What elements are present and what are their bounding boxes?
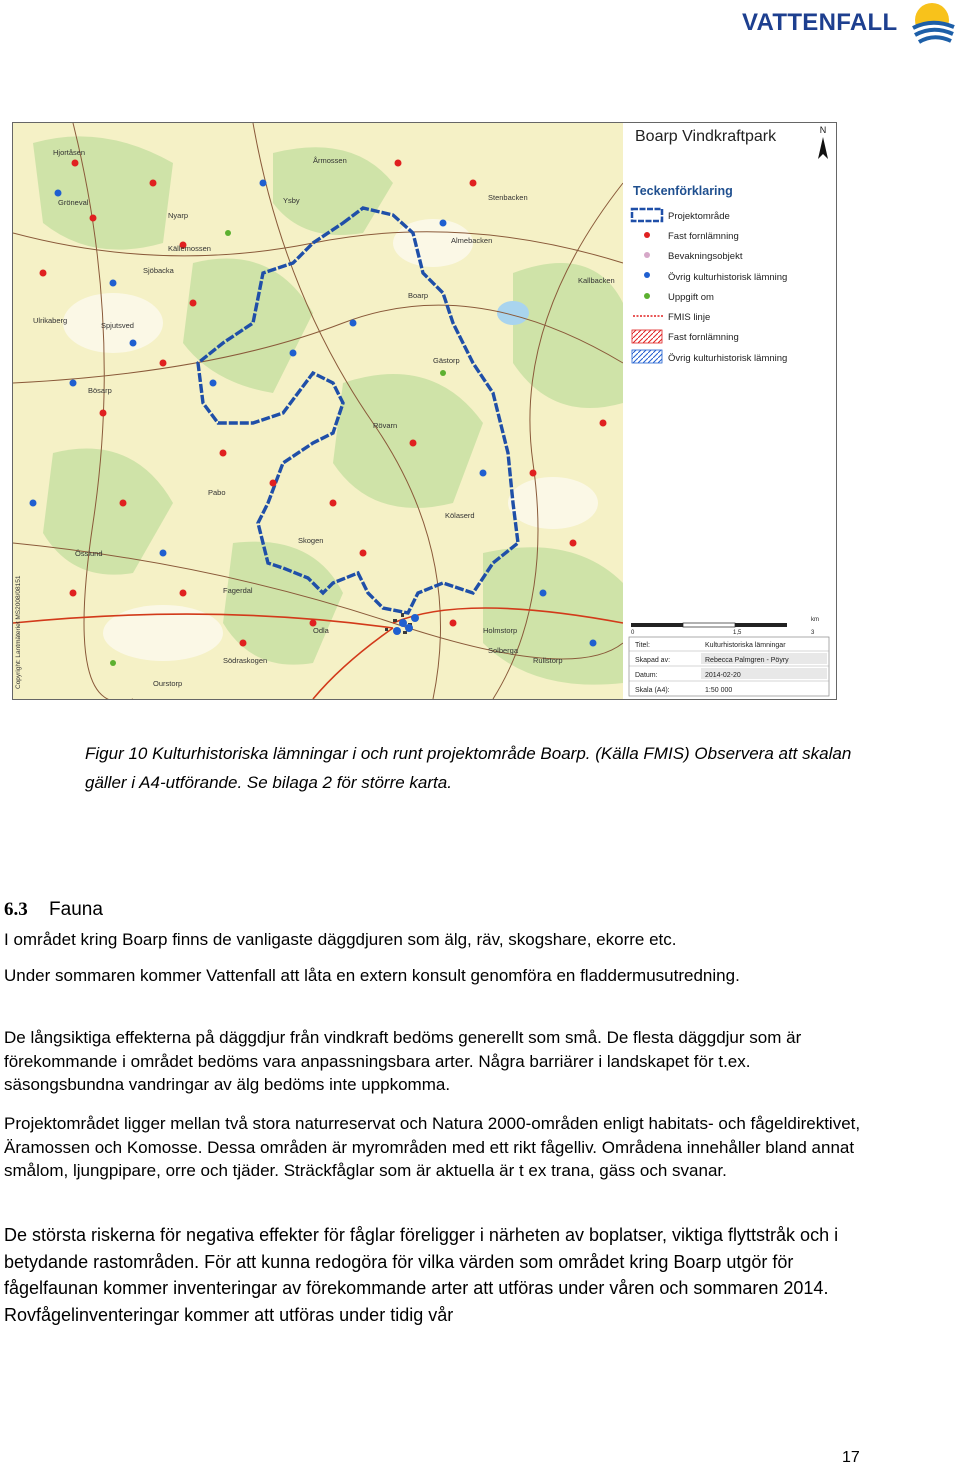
legend-title: Teckenförklaring xyxy=(633,184,733,198)
info-label: Skapad av: xyxy=(635,657,671,664)
vattenfall-sun-icon xyxy=(908,0,958,48)
info-label: Titel: xyxy=(635,642,650,649)
legend-label: Övrig kulturhistorisk lämning xyxy=(668,272,788,283)
blue-hatch-icon xyxy=(632,350,662,363)
blue-dot-icon xyxy=(644,272,650,278)
section-heading xyxy=(4,899,103,921)
place-name: Ysby xyxy=(283,196,300,205)
place-name: Boarp xyxy=(408,291,429,300)
vattenfall-logo xyxy=(740,0,960,50)
legend-label: FMIS linje xyxy=(668,312,711,323)
red-hatch-icon xyxy=(632,330,662,343)
place-name: Ourstorp xyxy=(153,679,183,688)
place-name: Gröneval xyxy=(58,198,89,207)
body-paragraph: Under sommaren kommer Vattenfall att låta en extern konsult genomföra en fladdermusutredning. xyxy=(4,966,740,985)
pink-dot-icon xyxy=(644,252,650,258)
project-map xyxy=(12,122,837,700)
scale-tick: 1,5 xyxy=(733,630,742,636)
scale-tick: 0 xyxy=(631,630,635,636)
scale-tick: 3 xyxy=(811,630,815,636)
map-title: Boarp Vindkraftpark xyxy=(635,128,777,145)
legend-label: Projektområde xyxy=(668,211,730,222)
copyright-text: Copyright: Lantmäteriet MS2008/08151 xyxy=(15,575,22,689)
legend-label: Fast fornlämning xyxy=(668,231,739,242)
place-name: Kölaserd xyxy=(445,511,475,520)
place-name: Spjutsved xyxy=(101,321,134,330)
page-number: 17 xyxy=(842,1449,860,1466)
place-name: Holmstorp xyxy=(483,626,518,635)
place-name: Rövarn xyxy=(373,421,398,430)
scale-unit: km xyxy=(811,617,819,623)
lake xyxy=(497,301,529,325)
place-name: Fagerdal xyxy=(223,586,253,595)
place-name: Nyarp xyxy=(168,211,189,220)
green-dot-icon xyxy=(644,293,650,299)
body-paragraph: I området kring Boarp finns de vanligaste däggdjuren som älg, räv, skogshare, ekorre etc. xyxy=(4,930,677,949)
place-name: Össlund xyxy=(75,549,103,558)
info-label: Skala (A4): xyxy=(635,687,670,694)
info-value: Kulturhistoriska lämningar xyxy=(705,642,786,649)
place-name: Kallbacken xyxy=(578,276,615,285)
info-label: Datum: xyxy=(635,672,658,679)
place-name: Sjöbacka xyxy=(143,266,174,275)
legend-label: Bevakningsobjekt xyxy=(668,251,743,262)
info-value: 1:50 000 xyxy=(705,687,733,694)
section-number: 6.3 xyxy=(4,899,28,920)
place-name: Solberga xyxy=(488,646,519,655)
place-name: Hjortåsen xyxy=(53,148,86,157)
map-info-box xyxy=(629,637,829,696)
info-value: 2014-02-20 xyxy=(705,672,741,679)
place-name: Källemossen xyxy=(168,244,211,253)
svg-text:N: N xyxy=(819,125,827,135)
legend-label: Uppgift om xyxy=(668,292,714,303)
red-dot-icon xyxy=(644,232,650,238)
section-title: Fauna xyxy=(49,899,103,920)
figure-caption: Figur 10 Kulturhistoriska lämningar i och runt projektområde Boarp. (Källa FMIS) Observera att skalan gäller i A4-utförande. Se bilaga 2 för större karta. xyxy=(85,744,852,792)
place-name: Södraskogen xyxy=(223,656,268,665)
place-name: Almebacken xyxy=(451,236,493,245)
info-value: Rebecca Palmgren - Pöyry xyxy=(705,657,789,664)
body-paragraph: De största riskerna för negativa effekter för fåglar föreligger i närheten av boplatser, viktiga flyttstråk och i betydande rastområden. För att kunna redogöra för vilka värden som området kring Boarp utgör för fågelfaunan kommer inventeringar av förekommande arter att utföras under våren och sommaren 2014. Rovfågelinventeringar kommer att utföras under tidig vår xyxy=(4,1225,839,1325)
body-paragraph: De långsiktiga effekterna på däggdjur från vindkraft bedöms generellt som små. De flesta däggdjur som är förekommande i området bedöms vara anpassningsbara arter. Några barriärer i landskapet för t.ex. säsongsbundna vandringar av älg bedöms inte uppkomma. xyxy=(4,1028,802,1094)
place-name: Årmossen xyxy=(313,156,347,165)
place-name: Bösarp xyxy=(88,386,112,395)
body-paragraph: Projektområdet ligger mellan två stora naturreservat och Natura 2000-områden enligt habitats- och fågeldirektivet, Äramossen och Komosse. Dessa områden är myrområden med ett rikt fågelliv. Områdena innehåller bland annat smålom, ljungpipare, orre och tjäder. Sträckfåglar som är aktuella är t ex trana, gäss och svanar. xyxy=(4,1114,861,1180)
place-name: Odla xyxy=(313,626,329,635)
logo-text: VATTENFALL xyxy=(742,9,898,36)
place-name: Skogen xyxy=(298,536,324,545)
place-name: Ulrikaberg xyxy=(33,316,68,325)
legend-label: Fast fornlämning xyxy=(668,332,739,343)
place-name: Gästorp xyxy=(433,356,460,365)
place-name: Pabo xyxy=(208,488,226,497)
place-name: Stenbacken xyxy=(488,193,528,202)
legend-label: Övrig kulturhistorisk lämning xyxy=(668,353,788,364)
place-name: Rullstorp xyxy=(533,656,563,665)
